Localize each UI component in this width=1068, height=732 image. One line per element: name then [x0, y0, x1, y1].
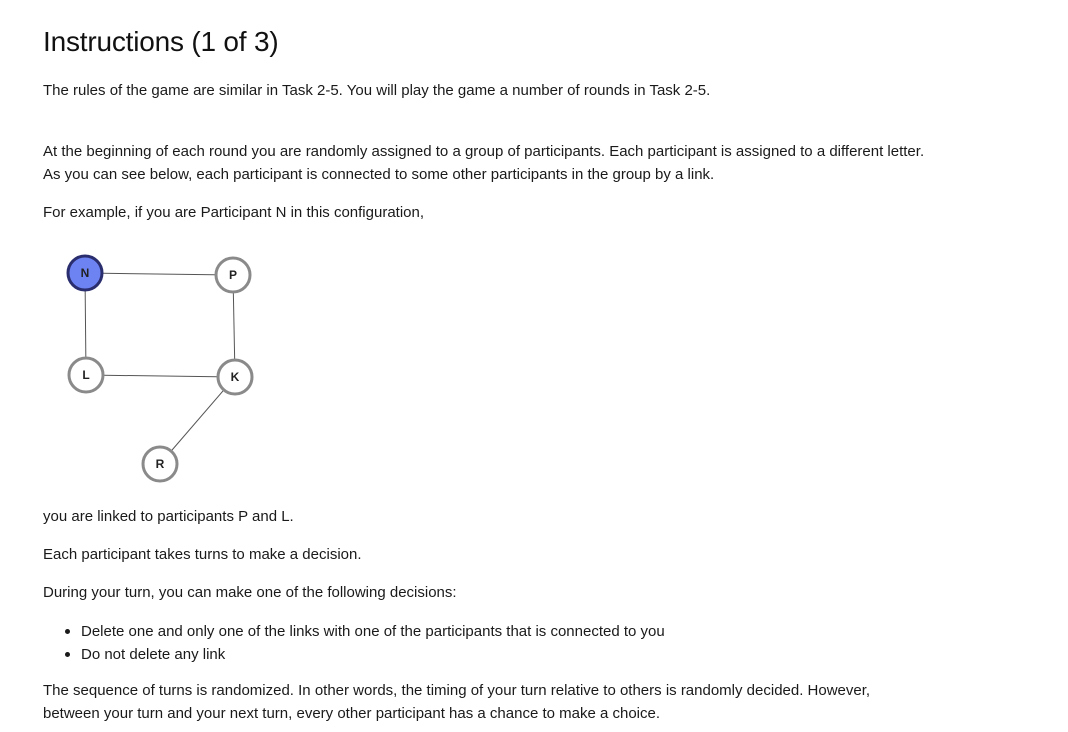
edge-n-p — [85, 273, 233, 275]
network-graph — [43, 240, 303, 500]
decision-delete-link: Delete one and only one of the links with one of the participants that is connected to you — [43, 620, 665, 643]
turns-paragraph: Each participant takes turns to make a decision. — [43, 546, 362, 563]
decision-list — [43, 620, 665, 666]
linked-paragraph: you are linked to participants P and L. — [43, 508, 294, 525]
graph-nodes — [68, 256, 252, 481]
node-label-k: K — [230, 370, 240, 384]
node-label-n: N — [80, 266, 90, 280]
during-paragraph: During your turn, you can make one of the following decisions: — [43, 584, 457, 601]
page-title: Instructions (1 of 3) — [43, 26, 279, 57]
example-paragraph: For example, if you are Participant N in this configuration, — [43, 204, 425, 221]
decision-keep-links: Do not delete any link — [43, 643, 665, 666]
sequence-paragraph: The sequence of turns is randomized. In other words, the timing of your turn relative to others is randomly decided. However, between your turn and your next turn, every other participant has a chance to make a choice. — [43, 682, 871, 722]
node-label-l: L — [82, 368, 90, 382]
edge-l-k — [86, 375, 235, 377]
rules-paragraph: The rules of the game are similar in Task 2-5. You will play the game a number of rounds in Task 2-5. — [43, 82, 711, 99]
assignment-paragraph: At the beginning of each round you are randomly assigned to a group of participants. Each participant is assigned to a different letter. As you can see below, each participant is connected to some other participants in the group by a link. — [43, 143, 925, 183]
graph-edges — [85, 273, 235, 464]
node-label-r: R — [155, 457, 165, 471]
node-label-p: P — [228, 268, 238, 282]
